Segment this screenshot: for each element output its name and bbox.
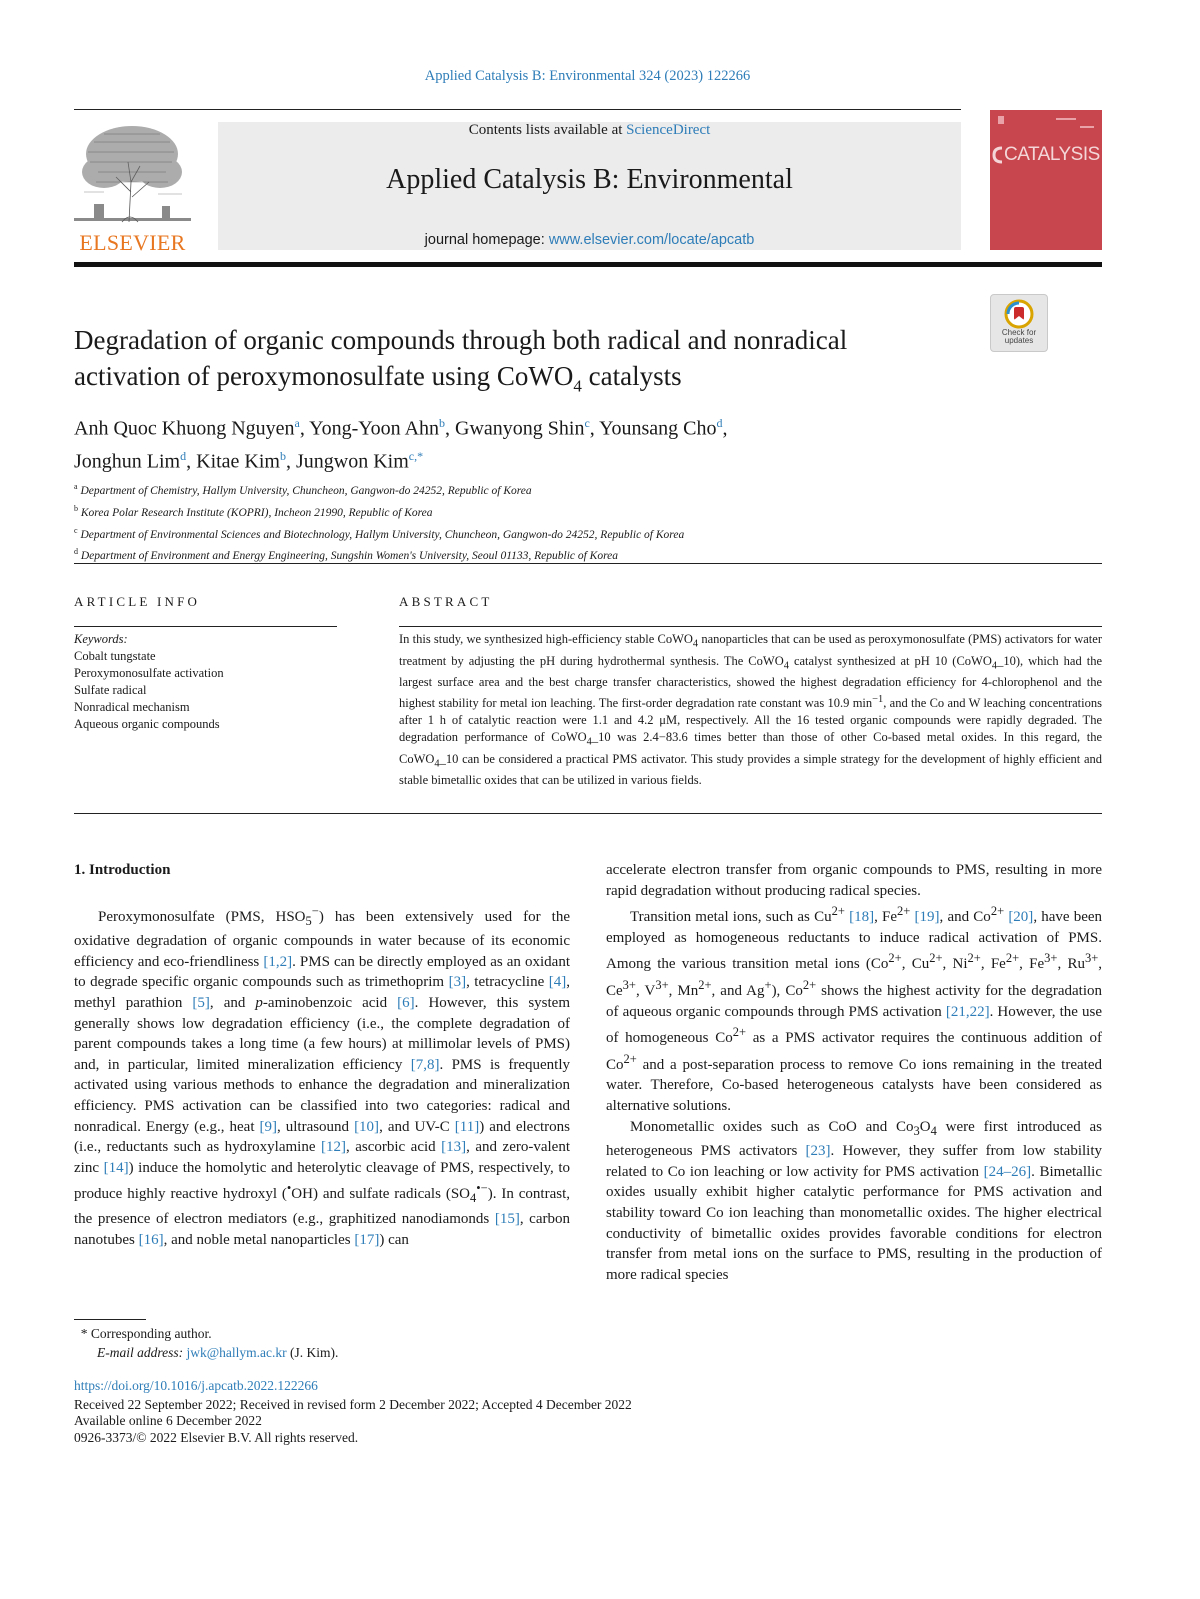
journal-homepage: journal homepage: www.elsevier.com/locate/apcatb	[424, 232, 755, 248]
author-name[interactable]: Gwanyong Shin	[455, 417, 585, 440]
corresponding-author-note: Corresponding author.	[90, 1326, 212, 1341]
header-rule-thick	[74, 262, 1102, 267]
abstract-bottom-rule	[74, 813, 1102, 814]
author-name[interactable]: Jungwon Kim	[296, 450, 409, 473]
author-name[interactable]: Yong-Yoon Ahn	[309, 417, 440, 440]
author-line-1: Anh Quoc Khuong Nguyen$^a$, Yong-Yoon Ahn$^b$, Gwanyong Shin$^c$, Younsang Cho$^d$,	[74, 416, 728, 440]
body-paragraph: Monometallic oxides such as CoO and $Co_3O_4$ were first introduced as heterogeneous PMS activators [23]. However, they suffer from low stability related to Co ion leaching or low activity for PMS activation [24–26]. Bimetallic oxides usually exhibit higher catalytic performance for PMS activation and stability toward Co ion leaching than monometallic oxides. The higher electrical conductivity of bimetallic oxides provides favorable conditions for electron transfer from metal ions on the surface to PMS, resulting in the production of more radical species	[606, 1118, 1102, 1283]
email-link[interactable]: jwk@hallym.ac.kr	[186, 1345, 287, 1360]
author-line-2: Jonghun Lim$^d$, Kitae Kim$^b$, Jungwon Kim$^{c,*}$	[74, 448, 424, 473]
affiliation-item: $^b$ Korea Polar Research Institute (KOPRI), Incheon 21990, Republic of Korea	[74, 503, 433, 519]
abstract-text: In this study, we synthesized high-efficiency stable CoWO$_4$ nanoparticles that can be used as peroxymonosulfate (PMS) activators for water treatment by adjusting the pH during hydrothermal synthesis. The CoWO$_4$ catalyst synthesized at pH 10 (CoWO$_4$_10), which had the largest surface area and the best charge transfer characteristics, showed the highest degradation efficiency for 4-chlorophenol and the highest stability for metal ion leaching. The first-order degradation rate constant was 10.9 $\min^{-1}$, and the Co and W leaching concentrations after 1 h of catalytic reaction were 1.1 and 4.2 μM, respectively. All the 16 tested organic compounds were rapidly degraded. The degradation performance of CoWO$_4$_10 was 2.4−83.6 times better than those of other Co-based metal oxides. In this regard, the CoWO$_4$_10 can be considered a practical PMS activator. This study provides a simple strategy for the development of highly efficient and stable bimetallic oxides that can be utilized in various fields.	[399, 632, 1103, 788]
introduction-heading: 1. Introduction	[74, 862, 171, 878]
footnote: * Corresponding author. E-mail address: jwk@hallym.ac.kr (J. Kim).	[74, 1326, 339, 1360]
received-dates: Received 22 September 2022; Received in revised form 2 December 2022; Accepted 4 December 2022	[74, 1396, 632, 1412]
elsevier-tree-icon	[74, 122, 191, 227]
contents-available: Contents lists available at ScienceDirect	[468, 122, 711, 138]
author-name[interactable]: Anh Quoc Khuong Nguyen	[74, 417, 295, 440]
cover-c-icon	[992, 146, 1004, 164]
author-name[interactable]: Kitae Kim	[196, 450, 280, 473]
affiliation-item: $^c$ Department of Environmental Sciences and Biotechnology, Hallym University, Chuncheon, Gangwon-do 24252, Republic of Korea	[74, 525, 685, 541]
keyword-item: Nonradical mechanism	[74, 700, 190, 714]
check-updates-icon	[1004, 299, 1034, 329]
body-left-column	[74, 860, 570, 1250]
sciencedirect-link[interactable]: ScienceDirect	[626, 122, 711, 138]
keyword-item: Aqueous organic compounds	[74, 717, 220, 731]
keyword-item: Cobalt tungstate	[74, 649, 156, 663]
header-rule-top	[74, 109, 961, 110]
journal-citation[interactable]: Applied Catalysis B: Environmental 324 (2023) 122266	[424, 68, 751, 84]
abstract-rule	[399, 626, 1102, 627]
body-right-column	[606, 860, 1102, 1285]
author-name[interactable]: Younsang Cho	[599, 417, 717, 440]
article-info-rule	[74, 626, 337, 627]
cover-header-decoration	[996, 114, 1096, 132]
body-paragraph: Transition metal ions, such as $Cu^{2+}$ [18], $Fe^{2+}$ [19], and $Co^{2+}$ [20], have been employed as homogeneous reductants to induce radical activation of PMS. Among the various transition metal ions ($Co^{2+}$, $Cu^{2+}$, $Ni^{2+}$, $Fe^{2+}$, $Fe^{3+}$, $Ru^{3+}$, $Ce^{3+}$, $V^{3+}$, $Mn^{2+}$, and Ag+), $Co^{2+}$ shows the highest activity for the degradation of aqueous organic compounds through PMS activation [21,22]. However, the use of homogeneous $Co^{2+}$ as a PMS activator requires the continuous addition of $Co^{2+}$ and a post-separation process to remove Co ions remaining in the treated water. Therefore, Co-based heterogeneous catalysts have been considered as alternative solutions.	[606, 904, 1103, 1114]
author-name[interactable]: Jonghun Lim	[74, 450, 181, 473]
elsevier-logo	[74, 122, 191, 255]
homepage-link[interactable]: www.elsevier.com/locate/apcatb	[548, 232, 755, 248]
check-for-updates-button[interactable]	[990, 294, 1048, 352]
available-online: Available online 6 December 2022	[74, 1413, 262, 1428]
publication-info	[74, 1378, 632, 1446]
article-title: Degradation of organic compounds through both radical and nonradical activation of peroxymonosulfate using CoWO$_4$ catalysts	[74, 325, 848, 396]
journal-cover-thumbnail[interactable]	[990, 110, 1102, 250]
body-paragraph: Peroxymonosulfate (PMS, $HSO_5^-$) has been extensively used for the oxidative degradation of organic compounds in water because of its economic efficiency and eco-friendliness [1,2]. PMS can be directly employed as an oxidant to degrade specific organic compounds such as trimethoprim [3], tetracycline [4], methyl parathion [5], and p-aminobenzoic acid [6]. However, this system generally shows low degradation efficiency (i.e., the complete degradation of parent compounds takes a long time (a few hours) at millimolar levels of PMS) and, in particular, limited mineralization efficiency [7,8]. PMS is frequently activated using various methods to enhance the degradation and mineralization efficiency. PMS activation can be classified into two categories: radical and nonradical. Energy (e.g., heat [9], ultrasound [10], and UV-C [11]) and electrons (i.e., reductants such as hydroxylamine [12], ascorbic acid [13], and zero-valent zinc [14]) induce the homolytic and heterolytic cleavage of PMS, respectively, to produce highly reactive hydroxyl (•OH) and sulfate radicals $(SO_4^{•-})$. In contrast, the presence of electron mediators (e.g., graphitized nanodiamonds [15], carbon nanotubes [16], and noble metal nanoparticles [17]) can	[74, 903, 571, 1248]
affiliations-rule	[74, 563, 1102, 564]
cover-title: CATALYSIS	[1004, 144, 1100, 165]
author-list	[74, 410, 1074, 475]
affiliations	[74, 478, 1114, 565]
body-paragraph: accelerate electron transfer from organic compounds to PMS, resulting in more rapid degradation without producing radical species.	[606, 862, 1102, 899]
elsevier-wordmark: ELSEVIER	[79, 230, 186, 255]
keyword-item: Sulfate radical	[74, 683, 147, 697]
keywords-label: Keywords:	[74, 632, 128, 646]
footnote-rule	[74, 1319, 146, 1320]
copyright: 0926-3373/© 2022 Elsevier B.V. All rights reserved.	[74, 1429, 359, 1445]
check-updates-label: Check for updates	[1001, 328, 1037, 345]
keywords-block	[74, 631, 334, 733]
article-info-heading: ARTICLE INFO	[74, 594, 201, 609]
abstract-heading: ABSTRACT	[399, 594, 493, 609]
keyword-item: Peroxymonosulfate activation	[74, 666, 224, 680]
affiliation-item: $^d$ Department of Environment and Energy Engineering, Sungshin Women's University, Seoul 01133, Republic of Korea	[74, 547, 619, 563]
doi-link[interactable]: https://doi.org/10.1016/j.apcatb.2022.122266	[74, 1378, 318, 1393]
journal-title: Applied Catalysis B: Environmental	[386, 164, 793, 195]
journal-masthead	[218, 122, 961, 250]
affiliation-item: $^a$ Department of Chemistry, Hallym University, Chuncheon, Gangwon-do 24252, Republic of Korea	[74, 482, 532, 497]
